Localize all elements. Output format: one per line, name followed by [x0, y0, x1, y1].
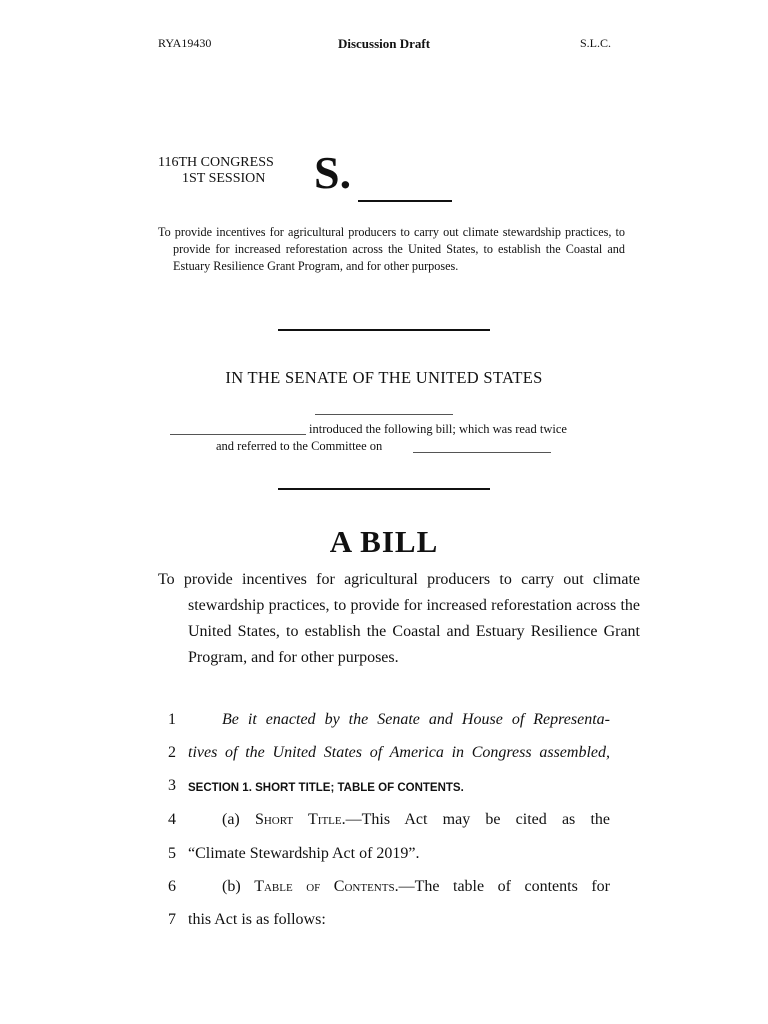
congress-line: 116TH CONGRESS — [158, 155, 274, 170]
bill-title: A BILL — [329, 524, 439, 559]
table-of-contents-text: this Act is as follows: — [188, 911, 326, 928]
enacting-clause: Be it enacted by the Senate and House of Representa- — [222, 711, 610, 728]
bill-line — [0, 845, 768, 871]
line-number: 3 — [168, 777, 176, 794]
bill-line — [0, 878, 768, 904]
divider-rule-top — [278, 329, 490, 331]
line-number: 2 — [168, 744, 176, 761]
subsection-heading: Short Title — [254, 811, 342, 828]
subsection-heading: Table of Contents — [254, 878, 395, 895]
senate-heading: IN THE SENATE OF THE UNITED STATES — [225, 368, 543, 387]
sponsor-name-blank — [170, 434, 306, 435]
line-number: 6 — [168, 878, 176, 895]
congress-session-block — [158, 155, 274, 187]
enacting-clause-cont: tives of the United States of America in Congress assembled, — [188, 744, 610, 761]
divider-rule-bottom — [278, 488, 490, 490]
line-number: 5 — [168, 845, 176, 862]
committee-blank — [413, 452, 551, 453]
short-title-subsection: (a) Short Title.—This Act may be cited as the — [222, 811, 610, 828]
session-line: 1ST SESSION — [182, 171, 266, 186]
bill-line — [0, 911, 768, 937]
bill-number-blank — [358, 200, 452, 202]
sponsor-date-blank — [315, 414, 453, 415]
line-number: 4 — [168, 811, 176, 828]
section-heading: SECTION 1. SHORT TITLE; TABLE OF CONTENTS. — [188, 782, 464, 794]
line-number: 7 — [168, 911, 176, 928]
document-id: RYA19430 — [158, 36, 212, 50]
draft-label: Discussion Draft — [337, 36, 431, 51]
table-of-contents-subsection: (b) Table of Contents.—The table of contents for — [222, 878, 610, 895]
referral-text: and referred to the Committee on — [216, 439, 383, 453]
bill-line — [0, 744, 768, 770]
short-title-text: “Climate Stewardship Act of 2019”. — [188, 845, 420, 862]
bill-prefix: S. — [314, 147, 352, 198]
slc-label: S.L.C. — [579, 36, 611, 50]
bill-line — [0, 711, 768, 737]
line-number: 1 — [168, 711, 176, 728]
bill-line — [0, 811, 768, 837]
purpose-summary: To provide incentives for agricultural producers to carry out climate stewardship practices, to provide for increased reforestation across the United States, to establish the Coastal and Estuary Resilience Grant Program, and for other purposes. — [158, 225, 625, 273]
bill-line — [0, 777, 768, 803]
purpose-statement: To provide incentives for agricultural producers to carry out climate stewardship practices, to provide for increased reforestation across the United States, to establish the Coastal and Estuary Resilience Grant Program, and for other purposes. — [158, 571, 640, 666]
introduction-text: introduced the following bill; which was read twice — [309, 422, 567, 436]
